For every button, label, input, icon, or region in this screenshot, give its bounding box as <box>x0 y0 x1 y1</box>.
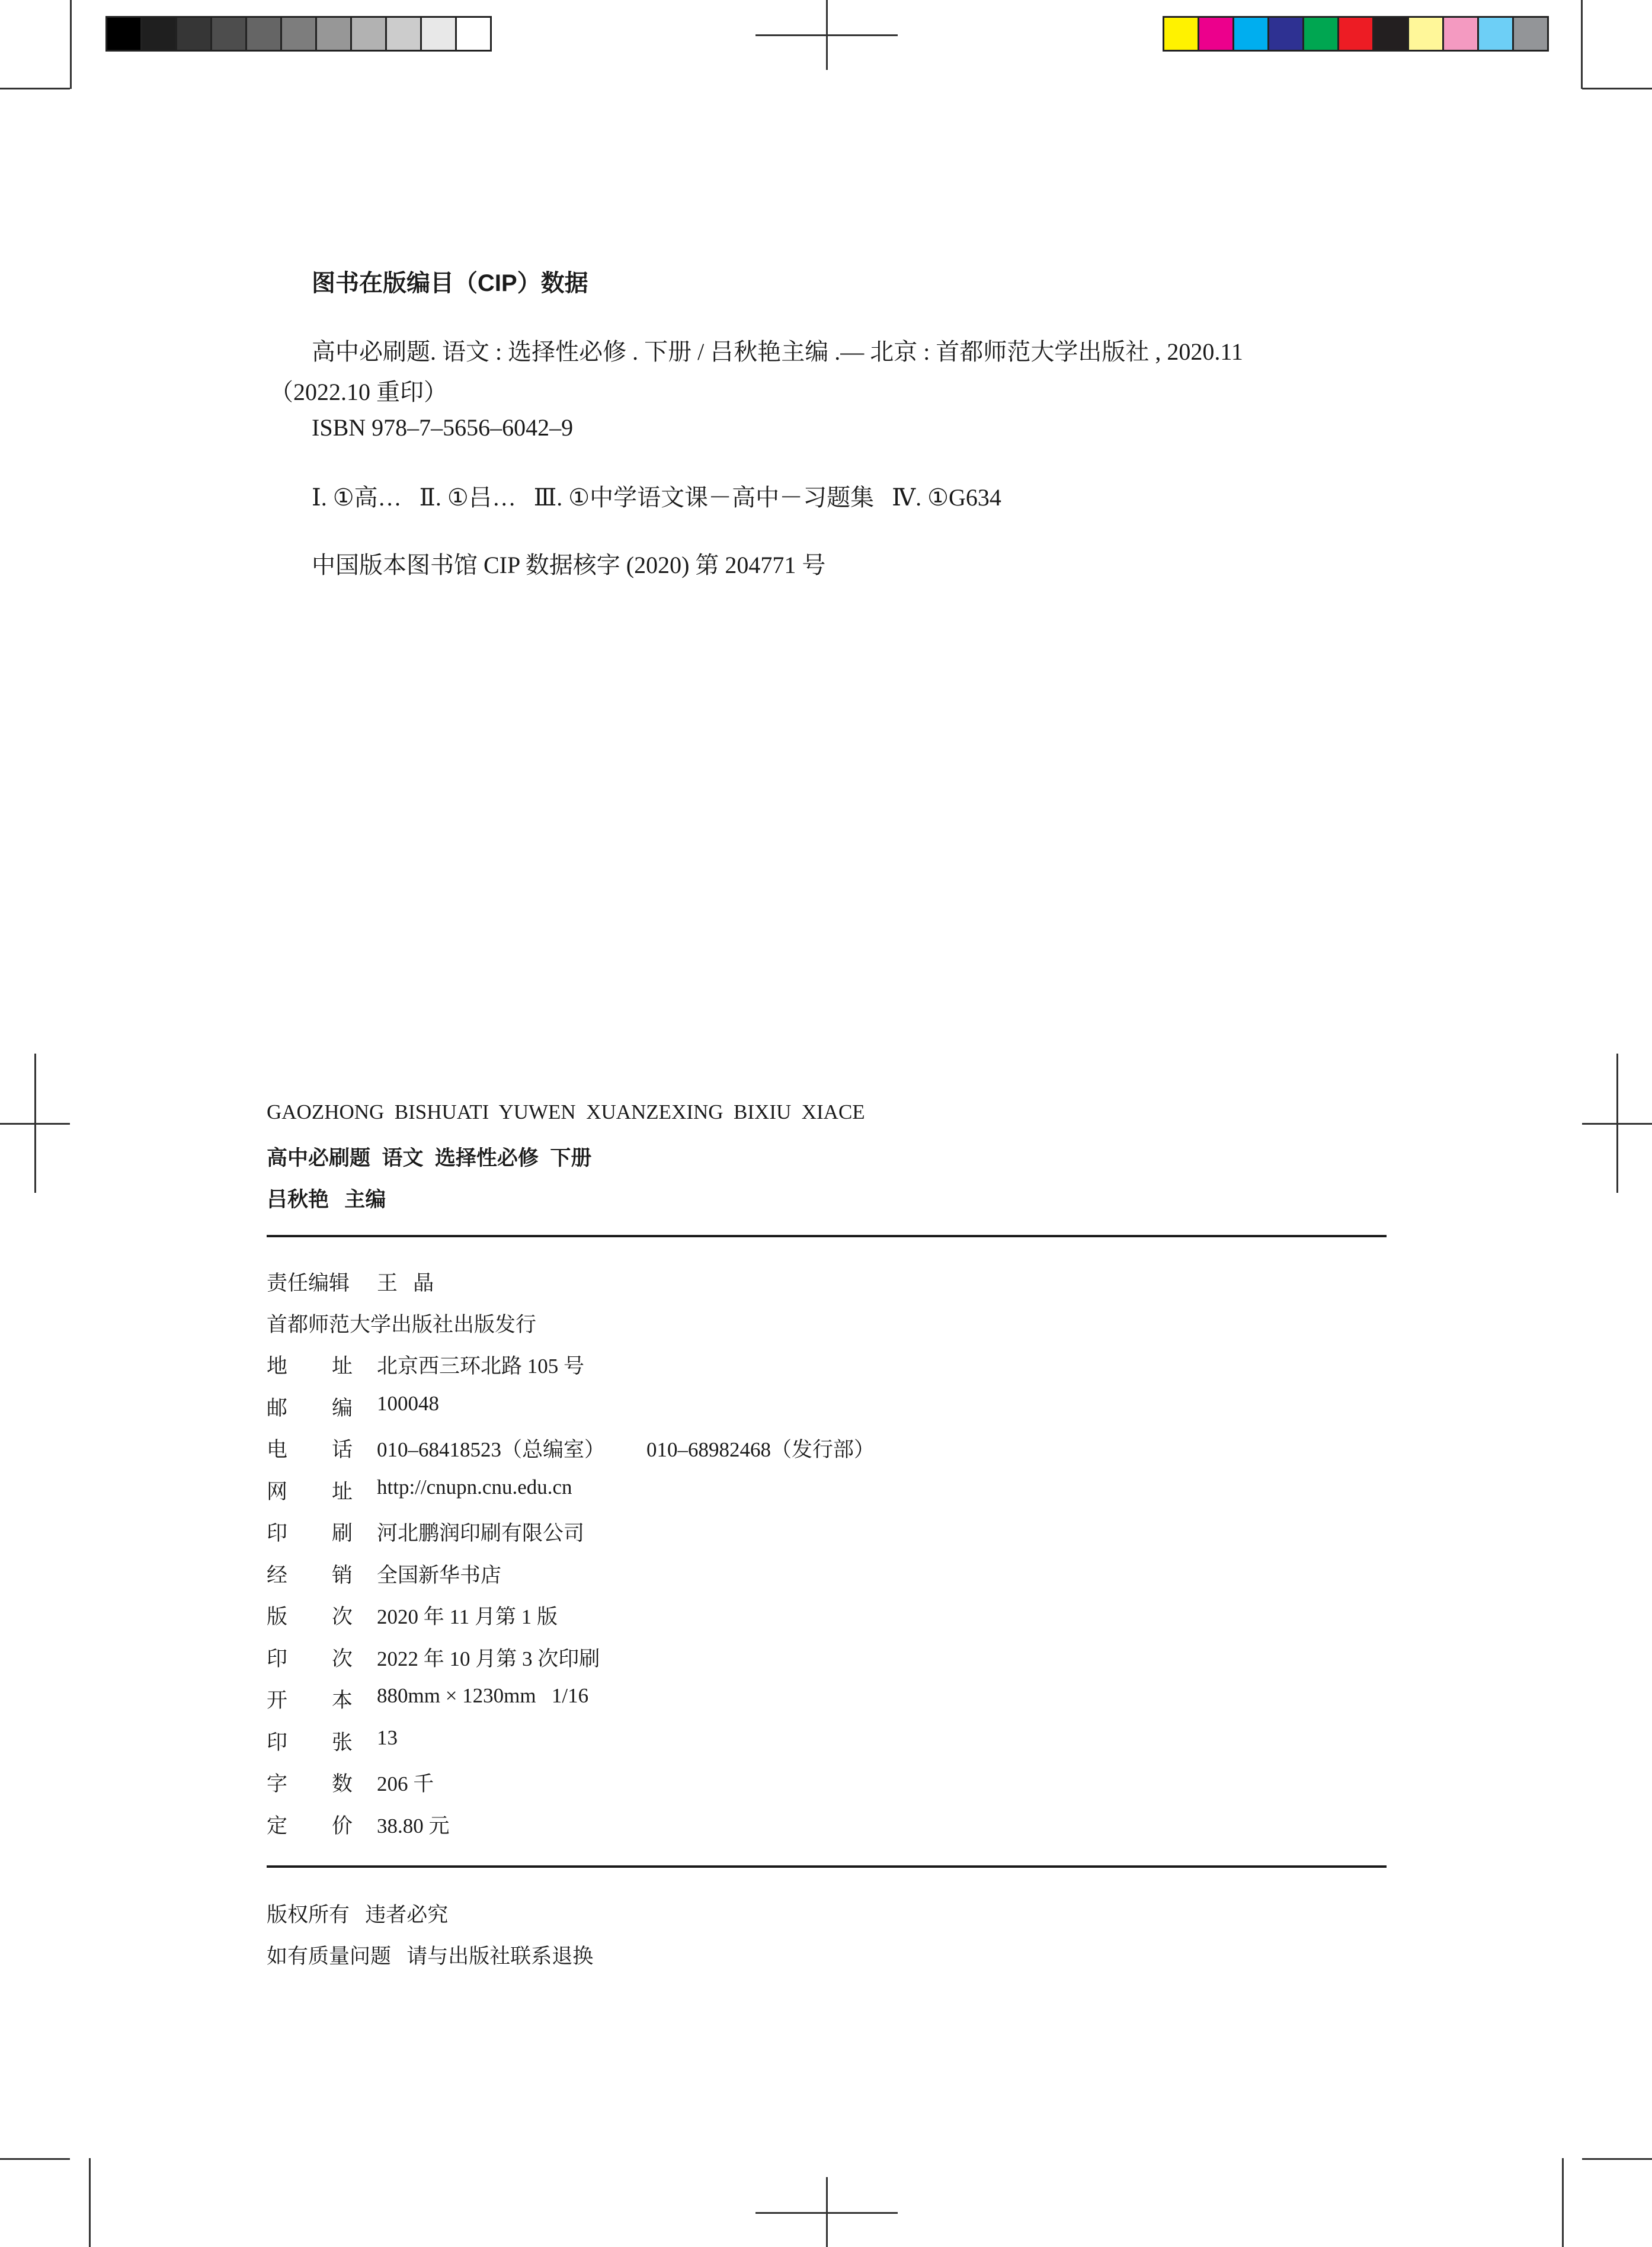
colophon-label-char: 电 <box>267 1438 288 1461</box>
colophon-label-char: 址 <box>332 1480 353 1503</box>
colophon-label-char: 本 <box>332 1689 353 1712</box>
book-title: 高中必刷题 语文 选择性必修 下册 <box>267 1147 592 1170</box>
colophon-value: 38.80 元 <box>377 1814 450 1838</box>
color-swatch <box>1479 18 1514 50</box>
colophon-label-char: 张 <box>332 1731 353 1754</box>
color-swatch <box>1444 18 1479 50</box>
color-swatch <box>177 18 212 50</box>
colophon-value: 河北鹏润印刷有限公司 <box>377 1522 585 1545</box>
colophon-value: 13 <box>377 1726 398 1749</box>
colophon-label-char: 价 <box>332 1814 353 1838</box>
color-calibration-bar <box>1163 16 1549 52</box>
cip-heading: 图书在版编目（CIP）数据 <box>312 270 588 296</box>
responsible-editor-label: 责任编辑 <box>267 1272 350 1295</box>
colophon-label-char: 印 <box>267 1731 288 1754</box>
publisher: 首都师范大学出版社出版发行 <box>267 1313 537 1336</box>
grayscale-calibration-bar <box>105 16 492 52</box>
colophon-value: 2022 年 10 月第 3 次印刷 <box>377 1647 600 1670</box>
colophon-label-char: 次 <box>332 1647 353 1670</box>
color-swatch <box>1409 18 1444 50</box>
colophon-label-char: 数 <box>332 1772 353 1795</box>
color-swatch <box>1374 18 1409 50</box>
cip-line-1: 高中必刷题. 语文 : 选择性必修 . 下册 / 吕秋艳主编 .— 北京 : 首都师范大学出版社 , 2020.11 <box>312 338 1243 365</box>
colophon-value: 2020 年 11 月第 1 版 <box>377 1605 558 1628</box>
colophon-value: 010–68418523（总编室） 010–68982468（发行部） <box>377 1438 875 1461</box>
colophon-label-char: 定 <box>267 1814 288 1838</box>
colophon-label-char: 印 <box>267 1522 288 1545</box>
colophon-label-char: 地 <box>267 1355 288 1378</box>
color-swatch <box>107 18 142 50</box>
color-swatch <box>1304 18 1339 50</box>
cip-record-number: 中国版本图书馆 CIP 数据核字 (2020) 第 204771 号 <box>312 552 826 578</box>
color-swatch <box>1269 18 1304 50</box>
colophon-value: 全国新华书店 <box>377 1564 502 1587</box>
colophon-value: 北京西三环北路 105 号 <box>377 1355 585 1378</box>
colophon-label-char: 刷 <box>332 1522 353 1545</box>
color-swatch <box>282 18 317 50</box>
color-swatch <box>1199 18 1234 50</box>
colophon-value: http://cnupn.cnu.edu.cn <box>377 1475 572 1499</box>
copyright-notice: 版权所有 违者必究 <box>267 1903 449 1926</box>
color-swatch <box>317 18 352 50</box>
colophon-label-char: 开 <box>267 1689 288 1712</box>
color-swatch <box>1164 18 1199 50</box>
colophon-label-char: 邮 <box>267 1397 288 1420</box>
color-swatch <box>387 18 422 50</box>
color-swatch <box>142 18 177 50</box>
colophon-label-char: 网 <box>267 1480 288 1503</box>
color-swatch <box>212 18 247 50</box>
bottom-divider <box>267 1865 1387 1868</box>
colophon-label-char: 址 <box>332 1355 353 1378</box>
cip-isbn: ISBN 978–7–5656–6042–9 <box>312 414 574 441</box>
colophon-label-char: 编 <box>332 1397 353 1420</box>
colophon-label-char: 话 <box>332 1438 353 1461</box>
colophon-label-char: 经 <box>267 1564 288 1587</box>
colophon-value: 880mm × 1230mm 1/16 <box>377 1684 589 1707</box>
colophon-value: 100048 <box>377 1392 439 1415</box>
top-divider <box>267 1235 1387 1237</box>
color-swatch <box>457 18 490 50</box>
quality-notice: 如有质量问题 请与出版社联系退换 <box>267 1945 594 1968</box>
colophon-label-char: 字 <box>267 1772 288 1795</box>
colophon-label-char: 销 <box>332 1564 353 1587</box>
colophon-label-char: 版 <box>267 1605 288 1628</box>
color-swatch <box>352 18 387 50</box>
colophon-value: 206 千 <box>377 1772 434 1795</box>
color-swatch <box>1234 18 1269 50</box>
responsible-editor: 王 晶 <box>377 1272 434 1295</box>
chief-editor: 吕秋艳 主编 <box>267 1188 386 1211</box>
pinyin-title: GAOZHONG BISHUATI YUWEN XUANZEXING BIXIU XIACE <box>267 1100 865 1124</box>
cip-line-2: （2022.10 重印） <box>270 379 447 405</box>
color-swatch <box>1339 18 1374 50</box>
color-swatch <box>1514 18 1547 50</box>
color-swatch <box>247 18 282 50</box>
cip-classification: Ⅰ. ①高… Ⅱ. ①吕… Ⅲ. ①中学语文课－高中－习题集 Ⅳ. ①G634 <box>312 484 1001 511</box>
colophon-label-char: 印 <box>267 1647 288 1670</box>
colophon-label-char: 次 <box>332 1605 353 1628</box>
color-swatch <box>422 18 457 50</box>
